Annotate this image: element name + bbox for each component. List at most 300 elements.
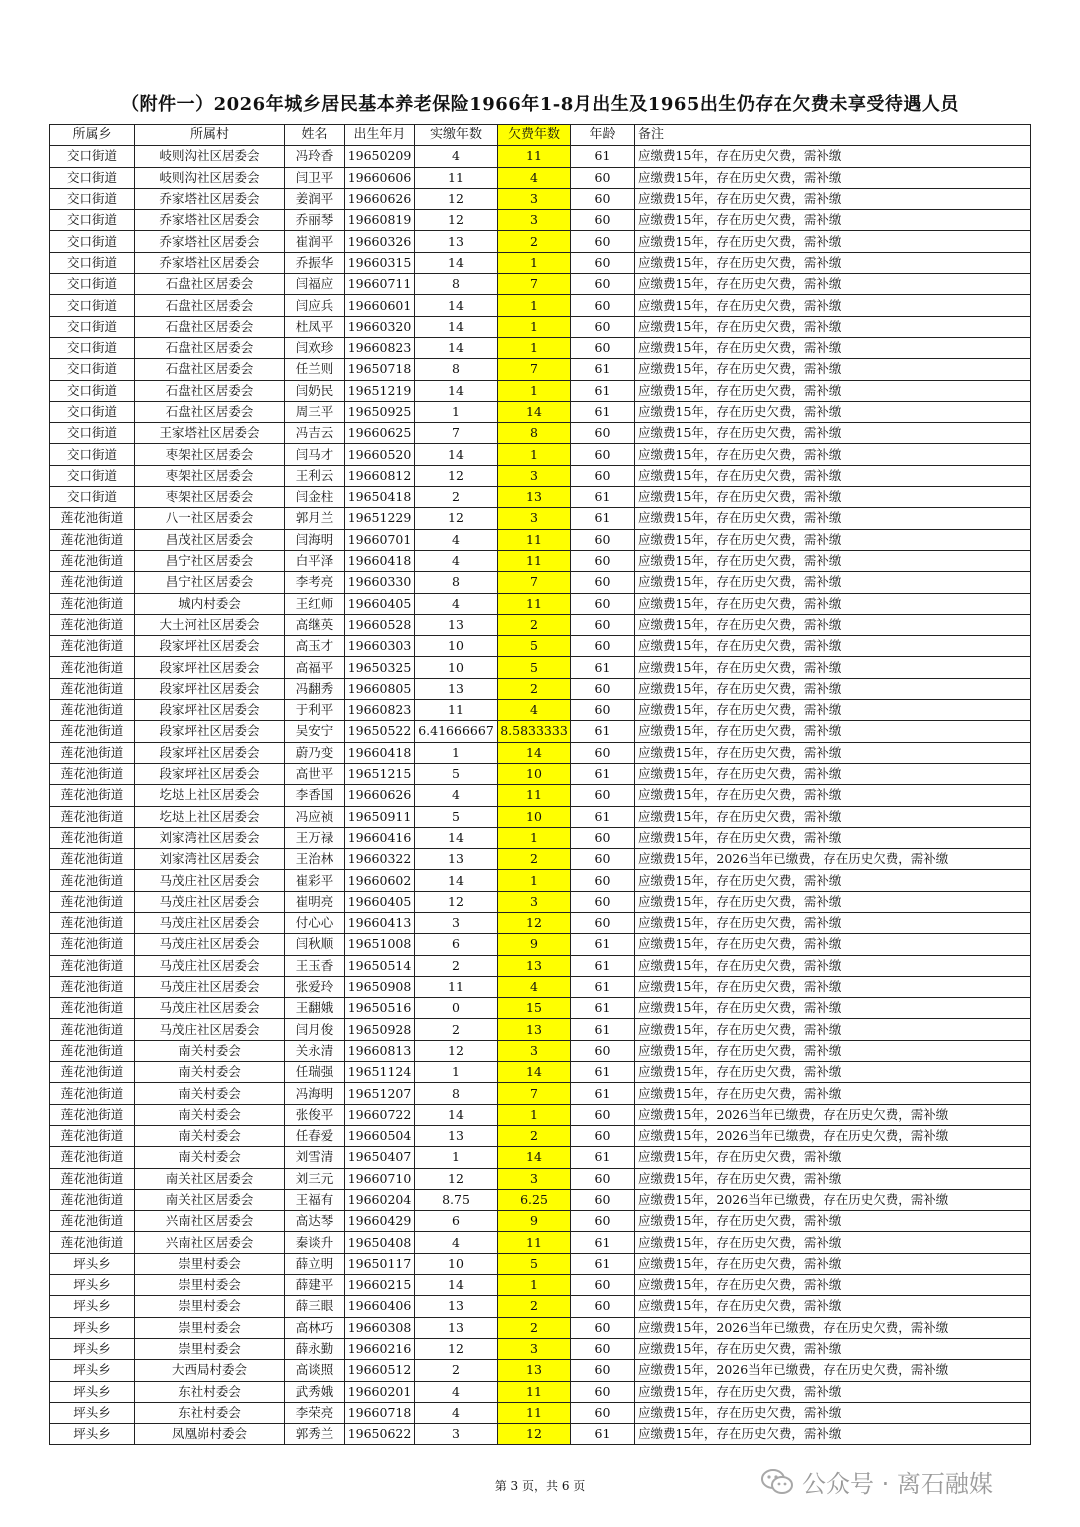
cell-age: 61 [571, 657, 635, 678]
cell-paid-years: 11 [415, 976, 498, 997]
cell-owed-years: 3 [498, 1040, 571, 1061]
cell-remark: 应缴费15年，存在历史欠费，需补缴 [635, 1083, 1031, 1104]
cell-age: 60 [571, 1360, 635, 1381]
cell-age: 60 [571, 274, 635, 295]
cell-age: 60 [571, 870, 635, 891]
cell-paid-years: 12 [415, 465, 498, 486]
cell-name: 闫福应 [285, 274, 345, 295]
table-row [50, 912, 1031, 933]
cell-paid-years: 13 [415, 1125, 498, 1146]
cell-age: 60 [571, 529, 635, 550]
cell-township: 交口街道 [50, 231, 135, 252]
table-row [50, 827, 1031, 848]
cell-township: 莲花池街道 [50, 912, 135, 933]
cell-age: 60 [571, 188, 635, 209]
cell-remark: 应缴费15年，存在历史欠费，需补缴 [635, 295, 1031, 316]
cell-paid-years: 4 [415, 785, 498, 806]
cell-name: 郭秀兰 [285, 1424, 345, 1445]
cell-remark: 应缴费15年，存在历史欠费，需补缴 [635, 678, 1031, 699]
cell-owed-years: 4 [498, 976, 571, 997]
cell-township: 莲花池街道 [50, 785, 135, 806]
cell-remark: 应缴费15年，存在历史欠费，需补缴 [635, 529, 1031, 550]
cell-birth: 19660216 [345, 1338, 415, 1359]
cell-age: 61 [571, 487, 635, 508]
cell-township: 莲花池街道 [50, 550, 135, 571]
cell-birth: 19660823 [345, 700, 415, 721]
cell-birth: 19650418 [345, 487, 415, 508]
cell-birth: 19660626 [345, 188, 415, 209]
cell-name: 姜润平 [285, 188, 345, 209]
cell-birth: 19660701 [345, 529, 415, 550]
cell-township: 莲花池街道 [50, 849, 135, 870]
table-row [50, 465, 1031, 486]
cell-township: 交口街道 [50, 146, 135, 167]
cell-paid-years: 11 [415, 167, 498, 188]
cell-township: 交口街道 [50, 359, 135, 380]
cell-birth: 19660710 [345, 1168, 415, 1189]
cell-village: 马茂庄社区居委会 [135, 934, 285, 955]
cell-birth: 19660204 [345, 1189, 415, 1210]
table-row [50, 487, 1031, 508]
cell-owed-years: 11 [498, 529, 571, 550]
cell-name: 高世平 [285, 763, 345, 784]
cell-owed-years: 10 [498, 806, 571, 827]
cell-name: 关永清 [285, 1040, 345, 1061]
cell-paid-years: 12 [415, 1338, 498, 1359]
cell-remark: 应缴费15年，存在历史欠费，需补缴 [635, 210, 1031, 231]
cell-age: 61 [571, 401, 635, 422]
cell-name: 高林巧 [285, 1317, 345, 1338]
cell-birth: 19660722 [345, 1104, 415, 1125]
cell-owed-years: 5 [498, 1253, 571, 1274]
cell-age: 60 [571, 231, 635, 252]
cell-paid-years: 11 [415, 700, 498, 721]
cell-village: 段家坪社区居委会 [135, 636, 285, 657]
cell-age: 60 [571, 572, 635, 593]
cell-village: 南关村委会 [135, 1040, 285, 1061]
cell-village: 崇里村委会 [135, 1296, 285, 1317]
cell-name: 任瑞强 [285, 1062, 345, 1083]
cell-paid-years: 4 [415, 1402, 498, 1423]
cell-paid-years: 2 [415, 1360, 498, 1381]
cell-township: 莲花池街道 [50, 742, 135, 763]
cell-owed-years: 15 [498, 998, 571, 1019]
table-row [50, 252, 1031, 273]
cell-birth: 19660601 [345, 295, 415, 316]
cell-birth: 19650622 [345, 1424, 415, 1445]
cell-township: 莲花池街道 [50, 891, 135, 912]
cell-name: 崔明亮 [285, 891, 345, 912]
cell-name: 刘雪清 [285, 1147, 345, 1168]
cell-village: 石盘社区居委会 [135, 401, 285, 422]
cell-name: 高谈照 [285, 1360, 345, 1381]
table-row [50, 550, 1031, 571]
cell-village: 王家塔社区居委会 [135, 423, 285, 444]
cell-birth: 19651008 [345, 934, 415, 955]
cell-name: 李考亮 [285, 572, 345, 593]
cell-remark: 应缴费15年，存在历史欠费，需补缴 [635, 806, 1031, 827]
table-row [50, 210, 1031, 231]
cell-village: 段家坪社区居委会 [135, 657, 285, 678]
cell-birth: 19660805 [345, 678, 415, 699]
cell-owed-years: 11 [498, 1232, 571, 1253]
cell-village: 乔家塔社区居委会 [135, 188, 285, 209]
cell-paid-years: 13 [415, 849, 498, 870]
cell-age: 60 [571, 849, 635, 870]
cell-remark: 应缴费15年，存在历史欠费，需补缴 [635, 487, 1031, 508]
cell-name: 李荣亮 [285, 1402, 345, 1423]
cell-birth: 19660718 [345, 1402, 415, 1423]
cell-village: 兴南社区居委会 [135, 1211, 285, 1232]
cell-age: 61 [571, 1424, 635, 1445]
cell-birth: 19660520 [345, 444, 415, 465]
cell-owed-years: 1 [498, 870, 571, 891]
cell-village: 南关村委会 [135, 1125, 285, 1146]
cell-birth: 19651219 [345, 380, 415, 401]
cell-village: 乔家塔社区居委会 [135, 231, 285, 252]
cell-birth: 19660315 [345, 252, 415, 273]
cell-paid-years: 3 [415, 912, 498, 933]
cell-village: 圪垯上社区居委会 [135, 785, 285, 806]
table-row [50, 976, 1031, 997]
cell-age: 60 [571, 550, 635, 571]
cell-remark: 应缴费15年，2026当年已缴费，存在历史欠费，需补缴 [635, 1317, 1031, 1338]
cell-paid-years: 12 [415, 188, 498, 209]
cell-paid-years: 2 [415, 955, 498, 976]
cell-remark: 应缴费15年，2026当年已缴费，存在历史欠费，需补缴 [635, 1189, 1031, 1210]
document-title: （附件一）2026年城乡居民基本养老保险1966年1-8月出生及1965出生仍存在欠费未享受待遇人员 [121, 94, 959, 115]
cell-age: 60 [571, 210, 635, 231]
cell-birth: 19651207 [345, 1083, 415, 1104]
cell-owed-years: 11 [498, 550, 571, 571]
cell-village: 岐则沟社区居委会 [135, 167, 285, 188]
cell-paid-years: 5 [415, 763, 498, 784]
cell-age: 61 [571, 1253, 635, 1274]
cell-paid-years: 14 [415, 870, 498, 891]
cell-paid-years: 10 [415, 636, 498, 657]
cell-township: 莲花池街道 [50, 1232, 135, 1253]
header-remark: 备注 [635, 125, 1031, 146]
cell-age: 61 [571, 1062, 635, 1083]
cell-remark: 应缴费15年，存在历史欠费，需补缴 [635, 1062, 1031, 1083]
cell-owed-years: 3 [498, 188, 571, 209]
cell-paid-years: 1 [415, 1062, 498, 1083]
cell-name: 高玉才 [285, 636, 345, 657]
cell-remark: 应缴费15年，存在历史欠费，需补缴 [635, 1338, 1031, 1359]
cell-name: 付心心 [285, 912, 345, 933]
cell-remark: 应缴费15年，存在历史欠费，需补缴 [635, 572, 1031, 593]
cell-village: 段家坪社区居委会 [135, 678, 285, 699]
cell-birth: 19660418 [345, 742, 415, 763]
cell-village: 凤凰峁村委会 [135, 1424, 285, 1445]
cell-remark: 应缴费15年，存在历史欠费，需补缴 [635, 1381, 1031, 1402]
cell-village: 段家坪社区居委会 [135, 721, 285, 742]
cell-remark: 应缴费15年，存在历史欠费，需补缴 [635, 423, 1031, 444]
cell-township: 交口街道 [50, 210, 135, 231]
table-row [50, 423, 1031, 444]
cell-name: 杜凤平 [285, 316, 345, 337]
cell-owed-years: 3 [498, 465, 571, 486]
cell-age: 60 [571, 423, 635, 444]
cell-township: 交口街道 [50, 274, 135, 295]
cell-age: 60 [571, 1338, 635, 1359]
cell-name: 薛建平 [285, 1275, 345, 1296]
cell-name: 高福平 [285, 657, 345, 678]
cell-age: 61 [571, 976, 635, 997]
cell-village: 南关村委会 [135, 1147, 285, 1168]
cell-paid-years: 1 [415, 401, 498, 422]
cell-name: 闫月俊 [285, 1019, 345, 1040]
cell-township: 交口街道 [50, 316, 135, 337]
cell-paid-years: 4 [415, 146, 498, 167]
cell-remark: 应缴费15年，存在历史欠费，需补缴 [635, 465, 1031, 486]
cell-name: 吴安宁 [285, 721, 345, 742]
cell-birth: 19650911 [345, 806, 415, 827]
cell-birth: 19660606 [345, 167, 415, 188]
cell-name: 冯海明 [285, 1083, 345, 1104]
cell-birth: 19650522 [345, 721, 415, 742]
cell-owed-years: 1 [498, 827, 571, 848]
cell-name: 王翻娥 [285, 998, 345, 1019]
cell-village: 乔家塔社区居委会 [135, 210, 285, 231]
cell-age: 60 [571, 1381, 635, 1402]
cell-birth: 19660504 [345, 1125, 415, 1146]
cell-remark: 应缴费15年，存在历史欠费，需补缴 [635, 1211, 1031, 1232]
cell-paid-years: 14 [415, 827, 498, 848]
cell-age: 60 [571, 295, 635, 316]
cell-paid-years: 12 [415, 891, 498, 912]
cell-village: 南关村委会 [135, 1062, 285, 1083]
cell-paid-years: 2 [415, 1019, 498, 1040]
cell-paid-years: 2 [415, 487, 498, 508]
cell-township: 交口街道 [50, 337, 135, 358]
cell-owed-years: 1 [498, 380, 571, 401]
cell-township: 莲花池街道 [50, 678, 135, 699]
cell-village: 岐则沟社区居委会 [135, 146, 285, 167]
cell-village: 石盘社区居委会 [135, 337, 285, 358]
cell-owed-years: 2 [498, 614, 571, 635]
cell-paid-years: 14 [415, 252, 498, 273]
cell-village: 南关村委会 [135, 1104, 285, 1125]
cell-owed-years: 11 [498, 593, 571, 614]
cell-village: 段家坪社区居委会 [135, 700, 285, 721]
cell-paid-years: 8 [415, 274, 498, 295]
cell-age: 60 [571, 1275, 635, 1296]
cell-age: 60 [571, 1125, 635, 1146]
cell-name: 王红师 [285, 593, 345, 614]
cell-remark: 应缴费15年，存在历史欠费，需补缴 [635, 1275, 1031, 1296]
cell-birth: 19650925 [345, 401, 415, 422]
table-row [50, 529, 1031, 550]
table-row [50, 955, 1031, 976]
cell-owed-years: 13 [498, 1019, 571, 1040]
cell-township: 莲花池街道 [50, 529, 135, 550]
cell-birth: 19650209 [345, 146, 415, 167]
cell-township: 莲花池街道 [50, 976, 135, 997]
cell-owed-years: 7 [498, 1083, 571, 1104]
cell-paid-years: 8 [415, 359, 498, 380]
cell-owed-years: 7 [498, 274, 571, 295]
table-row [50, 934, 1031, 955]
table-row [50, 1317, 1031, 1338]
cell-township: 交口街道 [50, 423, 135, 444]
cell-remark: 应缴费15年，存在历史欠费，需补缴 [635, 359, 1031, 380]
cell-township: 莲花池街道 [50, 827, 135, 848]
cell-paid-years: 14 [415, 295, 498, 316]
cell-remark: 应缴费15年，存在历史欠费，需补缴 [635, 912, 1031, 933]
table-row [50, 1275, 1031, 1296]
table-row [50, 188, 1031, 209]
cell-township: 坪头乡 [50, 1338, 135, 1359]
cell-township: 交口街道 [50, 295, 135, 316]
table-row [50, 636, 1031, 657]
cell-age: 60 [571, 1189, 635, 1210]
cell-remark: 应缴费15年，存在历史欠费，需补缴 [635, 508, 1031, 529]
header-birth: 出生年月 [345, 125, 415, 146]
cell-birth: 19660320 [345, 316, 415, 337]
cell-township: 交口街道 [50, 188, 135, 209]
cell-township: 坪头乡 [50, 1275, 135, 1296]
cell-township: 莲花池街道 [50, 1211, 135, 1232]
cell-owed-years: 5 [498, 657, 571, 678]
cell-township: 莲花池街道 [50, 806, 135, 827]
cell-township: 莲花池街道 [50, 763, 135, 784]
cell-remark: 应缴费15年，存在历史欠费，需补缴 [635, 1232, 1031, 1253]
cell-owed-years: 3 [498, 891, 571, 912]
cell-birth: 19660330 [345, 572, 415, 593]
cell-name: 高继英 [285, 614, 345, 635]
cell-birth: 19660303 [345, 636, 415, 657]
cell-paid-years: 13 [415, 1317, 498, 1338]
cell-owed-years: 9 [498, 1211, 571, 1232]
cell-paid-years: 14 [415, 1275, 498, 1296]
cell-remark: 应缴费15年，存在历史欠费，需补缴 [635, 636, 1031, 657]
cell-age: 60 [571, 593, 635, 614]
cell-village: 昌宁社区居委会 [135, 572, 285, 593]
header-township: 所属乡 [50, 125, 135, 146]
cell-owed-years: 12 [498, 912, 571, 933]
table-row [50, 337, 1031, 358]
cell-township: 坪头乡 [50, 1360, 135, 1381]
cell-remark: 应缴费15年，存在历史欠费，需补缴 [635, 188, 1031, 209]
cell-name: 薛立明 [285, 1253, 345, 1274]
cell-birth: 19660406 [345, 1296, 415, 1317]
cell-remark: 应缴费15年，存在历史欠费，需补缴 [635, 614, 1031, 635]
cell-age: 60 [571, 1168, 635, 1189]
cell-remark: 应缴费15年，存在历史欠费，需补缴 [635, 976, 1031, 997]
cell-birth: 19660429 [345, 1211, 415, 1232]
cell-paid-years: 1 [415, 1147, 498, 1168]
cell-name: 郭月兰 [285, 508, 345, 529]
cell-age: 61 [571, 380, 635, 401]
cell-owed-years: 13 [498, 487, 571, 508]
cell-name: 闫奶民 [285, 380, 345, 401]
table-row [50, 657, 1031, 678]
cell-name: 冯翻秀 [285, 678, 345, 699]
cell-birth: 19650908 [345, 976, 415, 997]
cell-paid-years: 4 [415, 1381, 498, 1402]
cell-owed-years: 5 [498, 636, 571, 657]
cell-village: 崇里村委会 [135, 1317, 285, 1338]
cell-township: 莲花池街道 [50, 1104, 135, 1125]
cell-name: 白平泽 [285, 550, 345, 571]
cell-paid-years: 14 [415, 316, 498, 337]
cell-village: 崇里村委会 [135, 1338, 285, 1359]
table-row [50, 1125, 1031, 1146]
cell-owed-years: 3 [498, 1338, 571, 1359]
table-row [50, 1147, 1031, 1168]
cell-owed-years: 2 [498, 1125, 571, 1146]
cell-paid-years: 8 [415, 572, 498, 593]
cell-birth: 19660326 [345, 231, 415, 252]
cell-age: 60 [571, 337, 635, 358]
cell-name: 刘三元 [285, 1168, 345, 1189]
cell-birth: 19650407 [345, 1147, 415, 1168]
cell-remark: 应缴费15年，存在历史欠费，需补缴 [635, 1168, 1031, 1189]
cell-name: 任兰则 [285, 359, 345, 380]
cell-birth: 19650718 [345, 359, 415, 380]
cell-remark: 应缴费15年，存在历史欠费，需补缴 [635, 146, 1031, 167]
cell-township: 坪头乡 [50, 1424, 135, 1445]
cell-name: 冯吉云 [285, 423, 345, 444]
cell-name: 武秀娥 [285, 1381, 345, 1402]
cell-remark: 应缴费15年，存在历史欠费，需补缴 [635, 955, 1031, 976]
cell-birth: 19660418 [345, 550, 415, 571]
cell-paid-years: 12 [415, 1168, 498, 1189]
cell-age: 61 [571, 146, 635, 167]
table-row [50, 316, 1031, 337]
cell-owed-years: 3 [498, 1168, 571, 1189]
cell-remark: 应缴费15年，存在历史欠费，需补缴 [635, 1019, 1031, 1040]
cell-owed-years: 13 [498, 1360, 571, 1381]
header-age: 年龄 [571, 125, 635, 146]
cell-remark: 应缴费15年，存在历史欠费，需补缴 [635, 1402, 1031, 1423]
cell-remark: 应缴费15年，存在历史欠费，需补缴 [635, 274, 1031, 295]
cell-township: 交口街道 [50, 465, 135, 486]
cell-owed-years: 2 [498, 849, 571, 870]
page-footer: 第 3 页，共 6 页 [494, 1479, 586, 1493]
cell-paid-years: 13 [415, 678, 498, 699]
cell-name: 闫卫平 [285, 167, 345, 188]
cell-township: 莲花池街道 [50, 614, 135, 635]
table-row [50, 1168, 1031, 1189]
cell-owed-years: 1 [498, 252, 571, 273]
cell-township: 莲花池街道 [50, 1083, 135, 1104]
table-row [50, 806, 1031, 827]
cell-village: 城内村委会 [135, 593, 285, 614]
cell-village: 刘家湾社区居委会 [135, 849, 285, 870]
table-row [50, 998, 1031, 1019]
table-row [50, 167, 1031, 188]
cell-age: 60 [571, 827, 635, 848]
cell-owed-years: 14 [498, 742, 571, 763]
cell-paid-years: 10 [415, 1253, 498, 1274]
table-row [50, 231, 1031, 252]
table-row [50, 763, 1031, 784]
cell-owed-years: 14 [498, 1147, 571, 1168]
cell-village: 刘家湾社区居委会 [135, 827, 285, 848]
cell-township: 交口街道 [50, 444, 135, 465]
cell-age: 60 [571, 1296, 635, 1317]
table-row [50, 380, 1031, 401]
table-row [50, 849, 1031, 870]
cell-owed-years: 7 [498, 359, 571, 380]
table-row [50, 444, 1031, 465]
cell-paid-years: 12 [415, 1040, 498, 1061]
cell-name: 崔彩平 [285, 870, 345, 891]
cell-owed-years: 1 [498, 1275, 571, 1296]
cell-remark: 应缴费15年，存在历史欠费，需补缴 [635, 1253, 1031, 1274]
